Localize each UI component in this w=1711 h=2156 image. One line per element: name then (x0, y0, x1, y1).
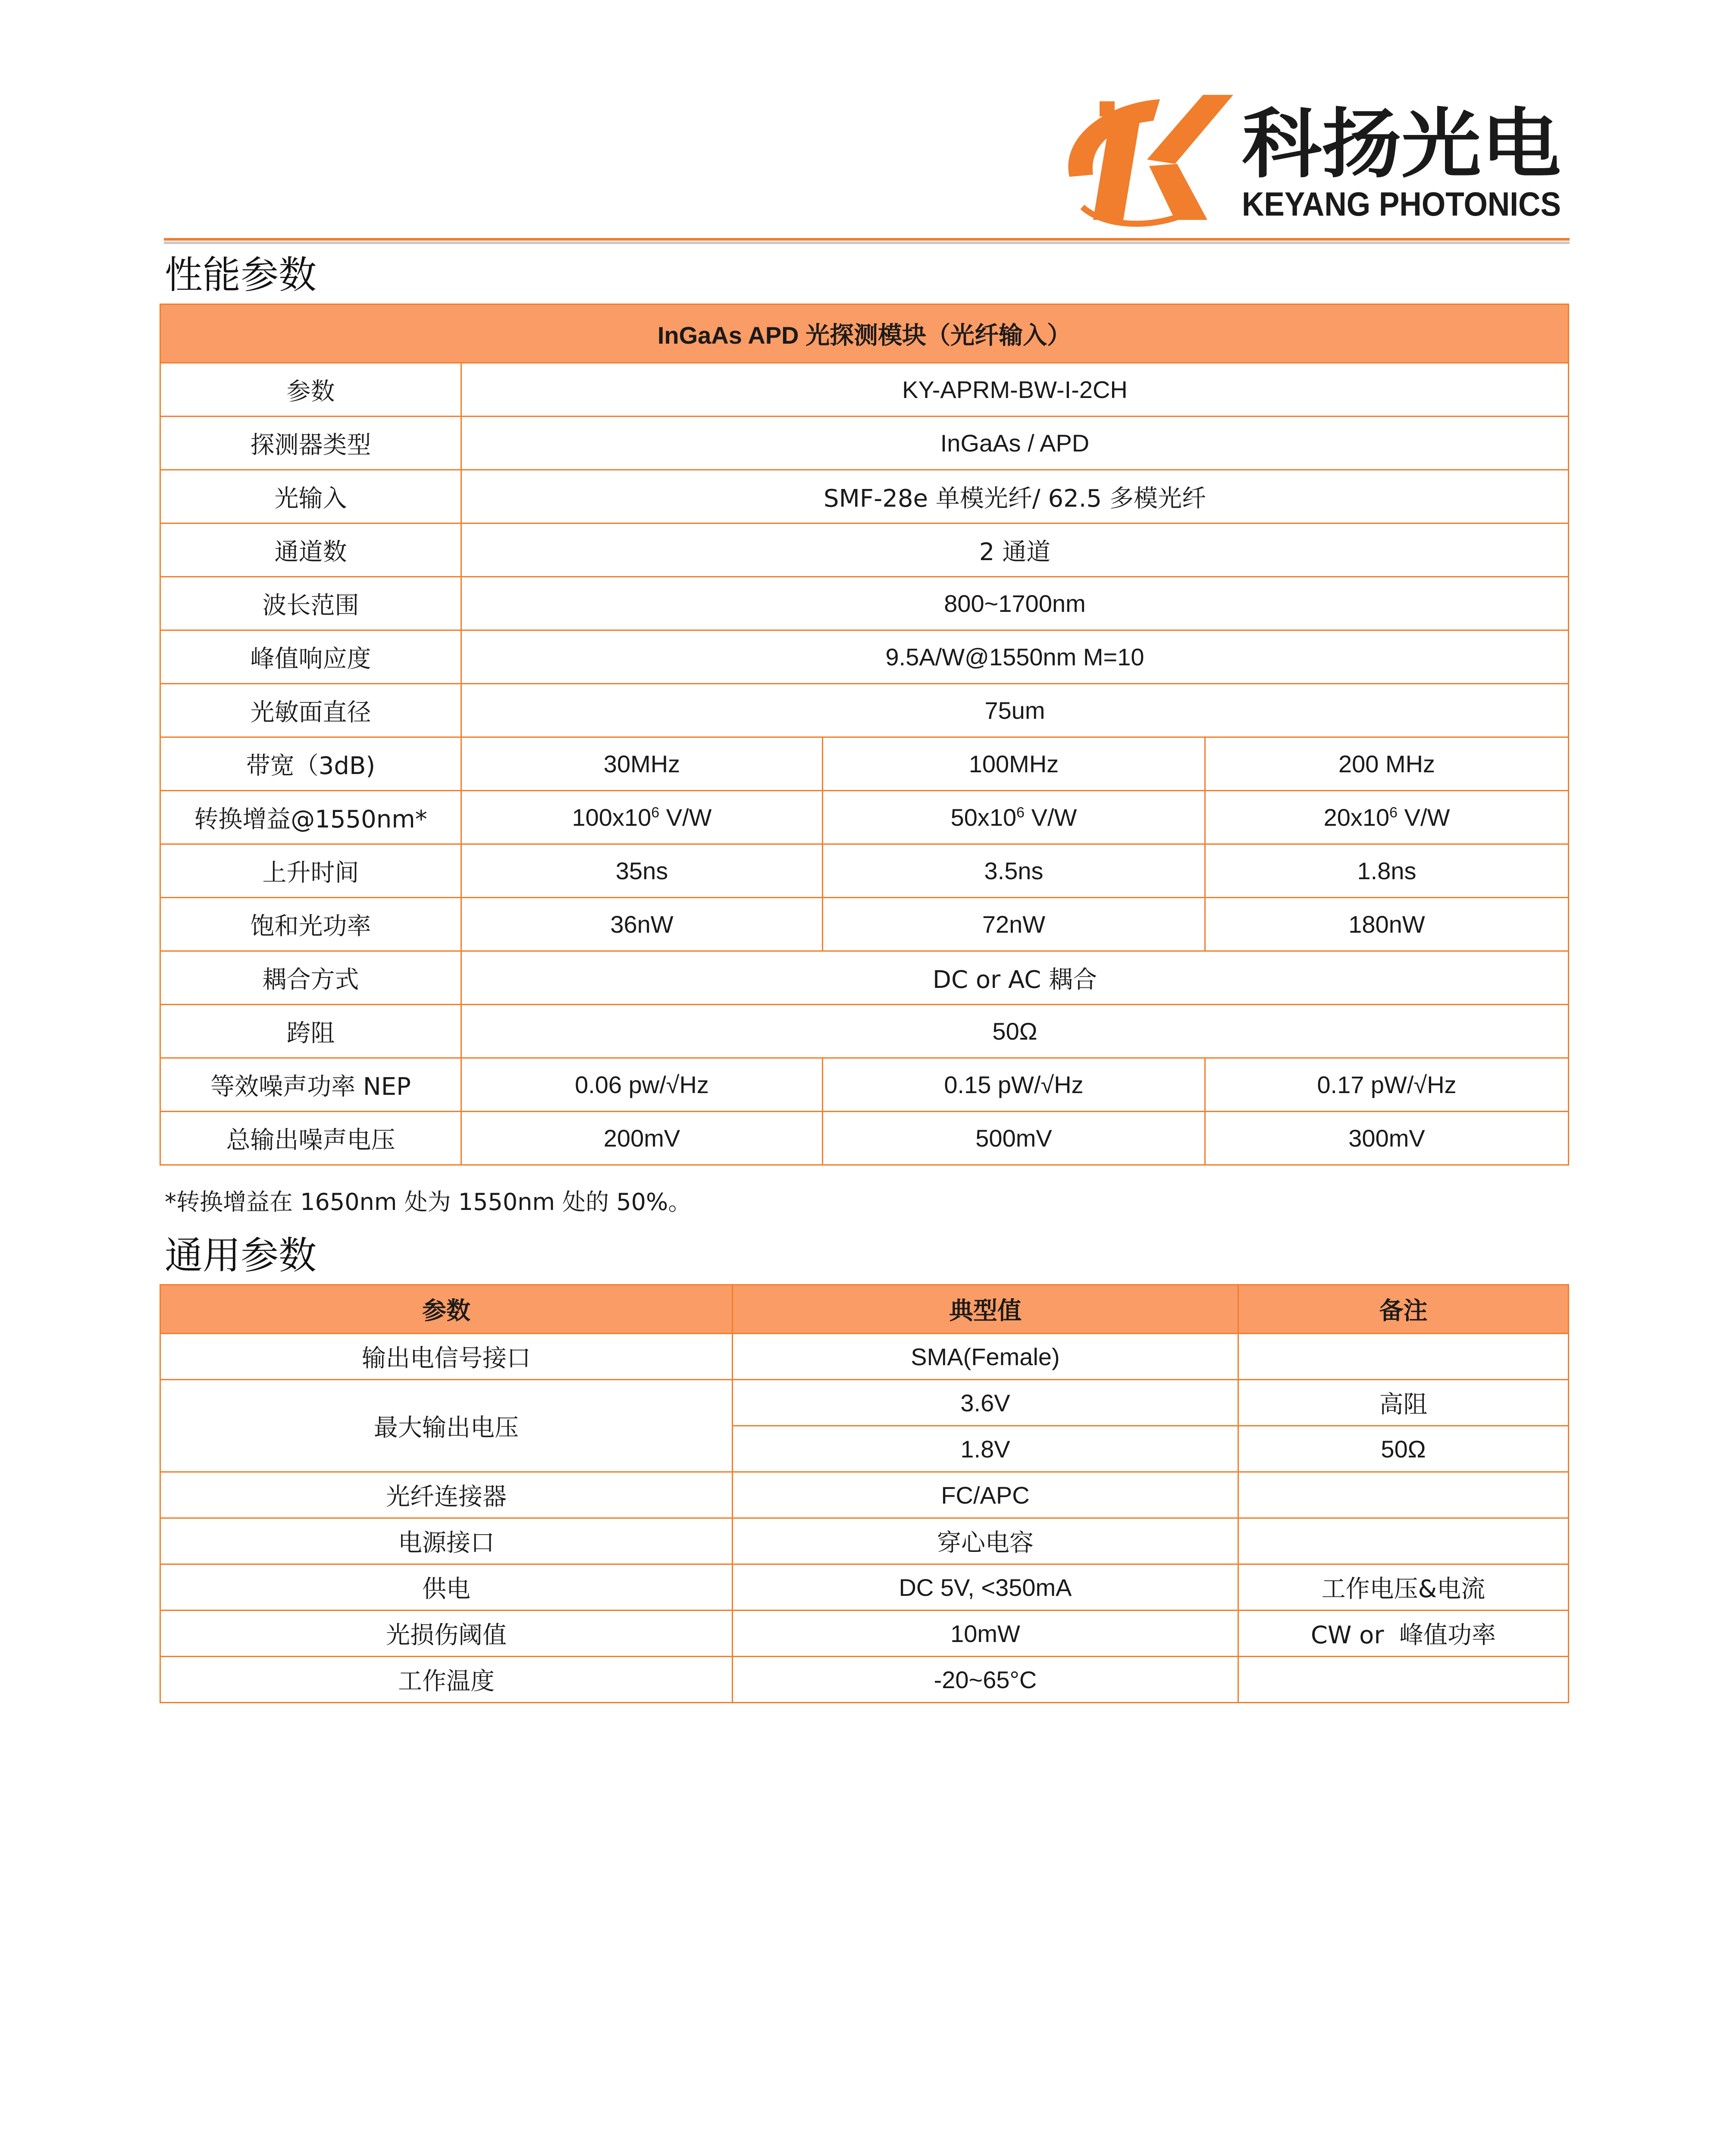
logo-name-cn: 科扬光电 (1242, 101, 1561, 188)
table-row (160, 951, 1569, 1005)
param-note (1238, 1657, 1569, 1703)
param-label: 电源接口 (160, 1518, 733, 1564)
column-header: 参数 (160, 1285, 733, 1334)
param-value: KY-APRM-BW-I-2CH (461, 363, 1569, 417)
table-row (160, 1657, 1569, 1703)
param-value: DC 5V, <350mA (733, 1564, 1238, 1611)
table-row (160, 898, 1569, 951)
param-label: 饱和光功率 (160, 898, 461, 951)
param-label: 工作温度 (160, 1657, 733, 1703)
param-value (461, 791, 823, 844)
general-table (160, 1284, 1569, 1703)
table-row (160, 1564, 1569, 1611)
table-row (160, 470, 1569, 523)
param-label: 总输出噪声电压 (160, 1112, 461, 1165)
param-value: SMF-28e 单模光纤/ 62.5 多模光纤 (461, 470, 1569, 523)
param-label: 通道数 (160, 523, 461, 577)
param-note (1238, 1518, 1569, 1564)
table-row (160, 1005, 1569, 1058)
param-value: 30MHz (461, 737, 823, 791)
gain-exponent: 6 (651, 804, 660, 821)
param-label: 光损伤阈值 (160, 1611, 733, 1657)
gain-mantissa: 20x10 (1323, 804, 1390, 831)
param-value: 0.17 pW/√Hz (1205, 1058, 1569, 1112)
param-label: 耦合方式 (160, 951, 461, 1005)
param-note: CW or 峰值功率 (1238, 1611, 1569, 1657)
param-note: 工作电压&电流 (1238, 1564, 1569, 1611)
table-header-row (160, 304, 1569, 363)
header-rule-shadow (164, 241, 1570, 244)
param-value: 3.5ns (823, 844, 1205, 898)
table-row (160, 1472, 1569, 1518)
param-value: 200mV (461, 1112, 823, 1165)
table-row (160, 1112, 1569, 1165)
param-value: 500mV (823, 1112, 1205, 1165)
param-value: 300mV (1205, 1112, 1569, 1165)
param-value: 36nW (461, 898, 823, 951)
param-value: -20~65°C (733, 1657, 1238, 1703)
table-row (160, 1380, 1569, 1426)
param-note (1238, 1334, 1569, 1380)
performance-section-title: 性能参数 (165, 253, 317, 297)
param-value: FC/APC (733, 1472, 1238, 1518)
param-value: 1.8V (733, 1426, 1238, 1472)
header-rule (164, 238, 1570, 241)
param-value: 100MHz (823, 737, 1205, 791)
param-value: 72nW (823, 898, 1205, 951)
logo-mark-icon (1068, 95, 1233, 224)
param-label: 带宽（3dB) (160, 737, 461, 791)
param-label: 最大输出电压 (160, 1380, 733, 1472)
gain-unit: V/W (1398, 804, 1450, 831)
param-label: 光敏面直径 (160, 684, 461, 737)
param-value: 800~1700nm (461, 577, 1569, 630)
table-row (160, 1518, 1569, 1564)
table-row (160, 523, 1569, 577)
param-value: 0.06 pw/√Hz (461, 1058, 823, 1112)
param-label: 输出电信号接口 (160, 1334, 733, 1380)
table-row (160, 1058, 1569, 1112)
param-label: 上升时间 (160, 844, 461, 898)
param-label: 峰值响应度 (160, 630, 461, 684)
table-row (160, 684, 1569, 737)
param-value: 9.5A/W@1550nm M=10 (461, 630, 1569, 684)
performance-table (160, 304, 1569, 1166)
table-row (160, 844, 1569, 898)
gain-unit: V/W (659, 804, 712, 831)
param-label: 参数 (160, 363, 461, 417)
param-value: 穿心电容 (733, 1518, 1238, 1564)
param-label: 探测器类型 (160, 417, 461, 470)
table-row (160, 737, 1569, 791)
performance-table-title: InGaAs APD 光探测模块（光纤输入） (160, 304, 1569, 363)
param-note (1238, 1472, 1569, 1518)
table-row (160, 791, 1569, 844)
param-value: 35ns (461, 844, 823, 898)
gain-mantissa: 100x10 (572, 804, 652, 831)
param-value (1205, 791, 1569, 844)
gain-exponent: 6 (1389, 804, 1398, 821)
gain-unit: V/W (1025, 804, 1077, 831)
param-value: 2 通道 (461, 523, 1569, 577)
table-row (160, 577, 1569, 630)
column-header: 备注 (1238, 1285, 1569, 1334)
param-label: 供电 (160, 1564, 733, 1611)
param-value: SMA(Female) (733, 1334, 1238, 1380)
column-header: 典型值 (733, 1285, 1238, 1334)
table-row (160, 363, 1569, 417)
param-label: 转换增益@1550nm* (160, 791, 461, 844)
table-row (160, 417, 1569, 470)
param-value: 1.8ns (1205, 844, 1569, 898)
table-header-row (160, 1285, 1569, 1334)
param-value: 75um (461, 684, 1569, 737)
table-row (160, 1334, 1569, 1380)
param-label: 波长范围 (160, 577, 461, 630)
param-label: 光输入 (160, 470, 461, 523)
table-row (160, 630, 1569, 684)
param-value: 0.15 pW/√Hz (823, 1058, 1205, 1112)
param-value: 180nW (1205, 898, 1569, 951)
param-value (823, 791, 1205, 844)
param-value: 200 MHz (1205, 737, 1569, 791)
param-label: 光纤连接器 (160, 1472, 733, 1518)
param-note: 50Ω (1238, 1426, 1569, 1472)
company-logo (1052, 78, 1570, 233)
param-label: 等效噪声功率 NEP (160, 1058, 461, 1112)
param-value: DC or AC 耦合 (461, 951, 1569, 1005)
param-value: 10mW (733, 1611, 1238, 1657)
param-label: 跨阻 (160, 1005, 461, 1058)
param-value: 3.6V (733, 1380, 1238, 1426)
gain-mantissa: 50x10 (950, 804, 1017, 831)
gain-exponent: 6 (1016, 804, 1025, 821)
param-value: 50Ω (461, 1005, 1569, 1058)
param-note: 高阻 (1238, 1380, 1569, 1426)
general-section-title: 通用参数 (165, 1233, 317, 1278)
table-row (160, 1611, 1569, 1657)
param-value: InGaAs / APD (461, 417, 1569, 470)
footnote: *转换增益在 1650nm 处为 1550nm 处的 50%。 (165, 1188, 692, 1216)
logo-name-en: KEYANG PHOTONICS (1242, 185, 1561, 223)
